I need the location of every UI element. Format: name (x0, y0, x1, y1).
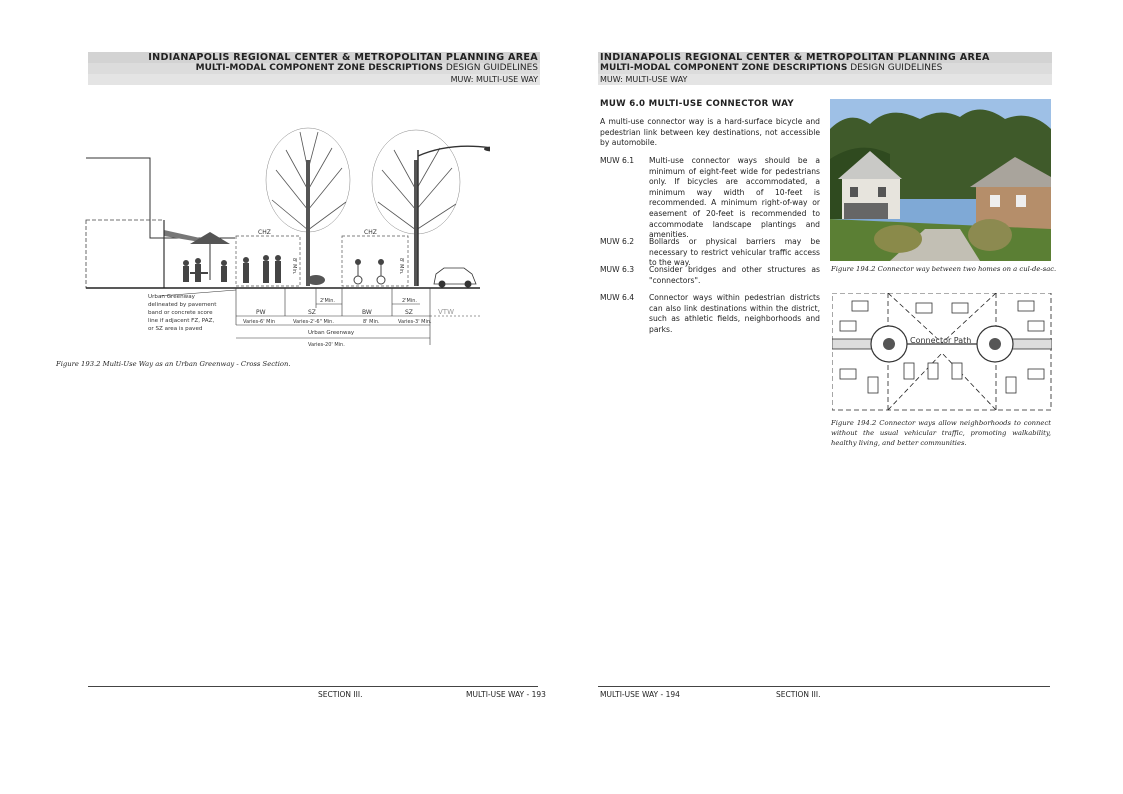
header-subtitle-plain-right: DESIGN GUIDELINES (850, 63, 943, 73)
left-footer-section: SECTION III. (318, 690, 363, 699)
svg-text:band or concrete score: band or concrete score (148, 310, 213, 316)
plan-caption: Figure 194.2 Connector ways allow neighborhoods to connect without the usual vehicular traffic, promoting walkability, healthy living, and better communities. (831, 419, 1051, 447)
zone-vtw: VTW (438, 308, 454, 316)
item-num-6-1: MUW 6.1 (600, 156, 635, 165)
left-footer-rule (88, 686, 538, 687)
vertical-label-2: 8' Min. (398, 258, 404, 275)
svg-text:line if adjacent FZ, PAZ,: line if adjacent FZ, PAZ, (148, 318, 215, 324)
header-subtitle-plain: DESIGN GUIDELINES (445, 63, 538, 73)
building-wall (86, 220, 164, 288)
left-footer-page: MULTI-USE WAY - 193 (466, 690, 546, 699)
right-footer-page: MULTI-USE WAY - 194 (600, 690, 680, 699)
chz-label-1: CHZ (258, 229, 271, 236)
item-num-6-3: MUW 6.3 (600, 265, 635, 274)
item-text-6-2: Bollards or physical barriers may be necessary to restrict vehicular traffic access to the way. (649, 237, 820, 268)
dim-sz2: Varies-3' Min. (398, 319, 432, 325)
item-num-6-2: MUW 6.2 (600, 237, 635, 246)
dim-sz: Varies-2'-6" Min. (293, 319, 334, 325)
cul-de-sac-island-left (883, 338, 895, 350)
header-subtitle (88, 63, 540, 74)
right-footer-rule (598, 686, 1050, 687)
car-icon (434, 268, 476, 288)
dim-bw: 8' Min. (363, 319, 380, 325)
item-text-6-4: Connector ways within pedestrian districts can also link destinations within the district, such as athletic fields, neighborhoods and parks. (649, 293, 820, 334)
svg-text:delineated by pavement: delineated by pavement (148, 302, 217, 308)
item-text-6-3: Consider bridges and other structures as "connectors". (649, 265, 820, 285)
header-subtitle-bold-right: MULTI-MODAL COMPONENT ZONE DESCRIPTIONS (600, 63, 848, 73)
building-awning (164, 230, 200, 242)
section-title: MUW 6.0 MULTI-USE CONNECTOR WAY (600, 99, 794, 109)
connector-way-photo (830, 99, 1051, 261)
cross-section-diagram (80, 120, 490, 355)
svg-text:Urban Greenway: Urban Greenway (148, 294, 195, 300)
tree-icon-2 (372, 130, 460, 286)
item-text-6-1: Multi-use connector ways should be a minimum of eight-feet wide for pedestrians only. If bicycles are accommodated, a minimum way width of 10-feet is recommended. A minimum right-of-way or easement of 20-feet is recommended to accommodate landscape plantings and amenities. (649, 156, 820, 240)
svg-text:or SZ area is paved: or SZ area is paved (148, 326, 203, 332)
zone-sz: SZ (308, 309, 316, 316)
pedestrians-icon (243, 255, 281, 283)
figure-193-caption: Figure 193.2 Multi-Use Way as an Urban Greenway - Cross Section. (56, 360, 291, 368)
bench-icon (307, 275, 325, 285)
chz-label-2: CHZ (364, 229, 377, 236)
dim-2min-b: 2'Min. (402, 298, 418, 304)
header-title: INDIANAPOLIS REGIONAL CENTER & METROPOLITAN PLANNING AREA (88, 52, 540, 63)
connector-plan-diagram (832, 293, 1052, 411)
zone-bw: BW (362, 309, 372, 316)
dim-2min-a: 2'Min. (320, 298, 336, 304)
header-zone: MUW: MULTI-USE WAY (88, 74, 540, 85)
header-title-right: INDIANAPOLIS REGIONAL CENTER & METROPOLITAN PLANNING AREA (598, 52, 1052, 63)
cafe-people-icon (183, 258, 227, 282)
cyclists-icon (354, 260, 385, 285)
right-footer-section: SECTION III. (776, 690, 821, 699)
intro-paragraph: A multi-use connector way is a hard-surface bicycle and pedestrian link between key destinations, not accessible by automobile. (600, 117, 820, 148)
photo-caption: Figure 194.2 Connector way between two homes on a cul-de-sac. (831, 265, 1057, 273)
header-zone-right: MUW: MULTI-USE WAY (598, 74, 1052, 85)
header-subtitle-right (598, 63, 1052, 74)
greenway-label: Urban Greenway (308, 330, 355, 336)
greenway-annotation (148, 294, 217, 332)
item-num-6-4: MUW 6.4 (600, 293, 635, 302)
header-subtitle-bold: MULTI-MODAL COMPONENT ZONE DESCRIPTIONS (195, 63, 443, 73)
cul-de-sac-island-right (989, 338, 1001, 350)
dim-pw: Varies-6' Min (243, 319, 276, 325)
connector-path-label: Connector Path (910, 336, 972, 345)
zone-sz2: SZ (405, 309, 413, 316)
zone-pw: PW (256, 309, 266, 316)
vertical-label-1: 8' Min. (291, 258, 297, 275)
greenway-dim: Varies-20' Min. (308, 342, 345, 348)
